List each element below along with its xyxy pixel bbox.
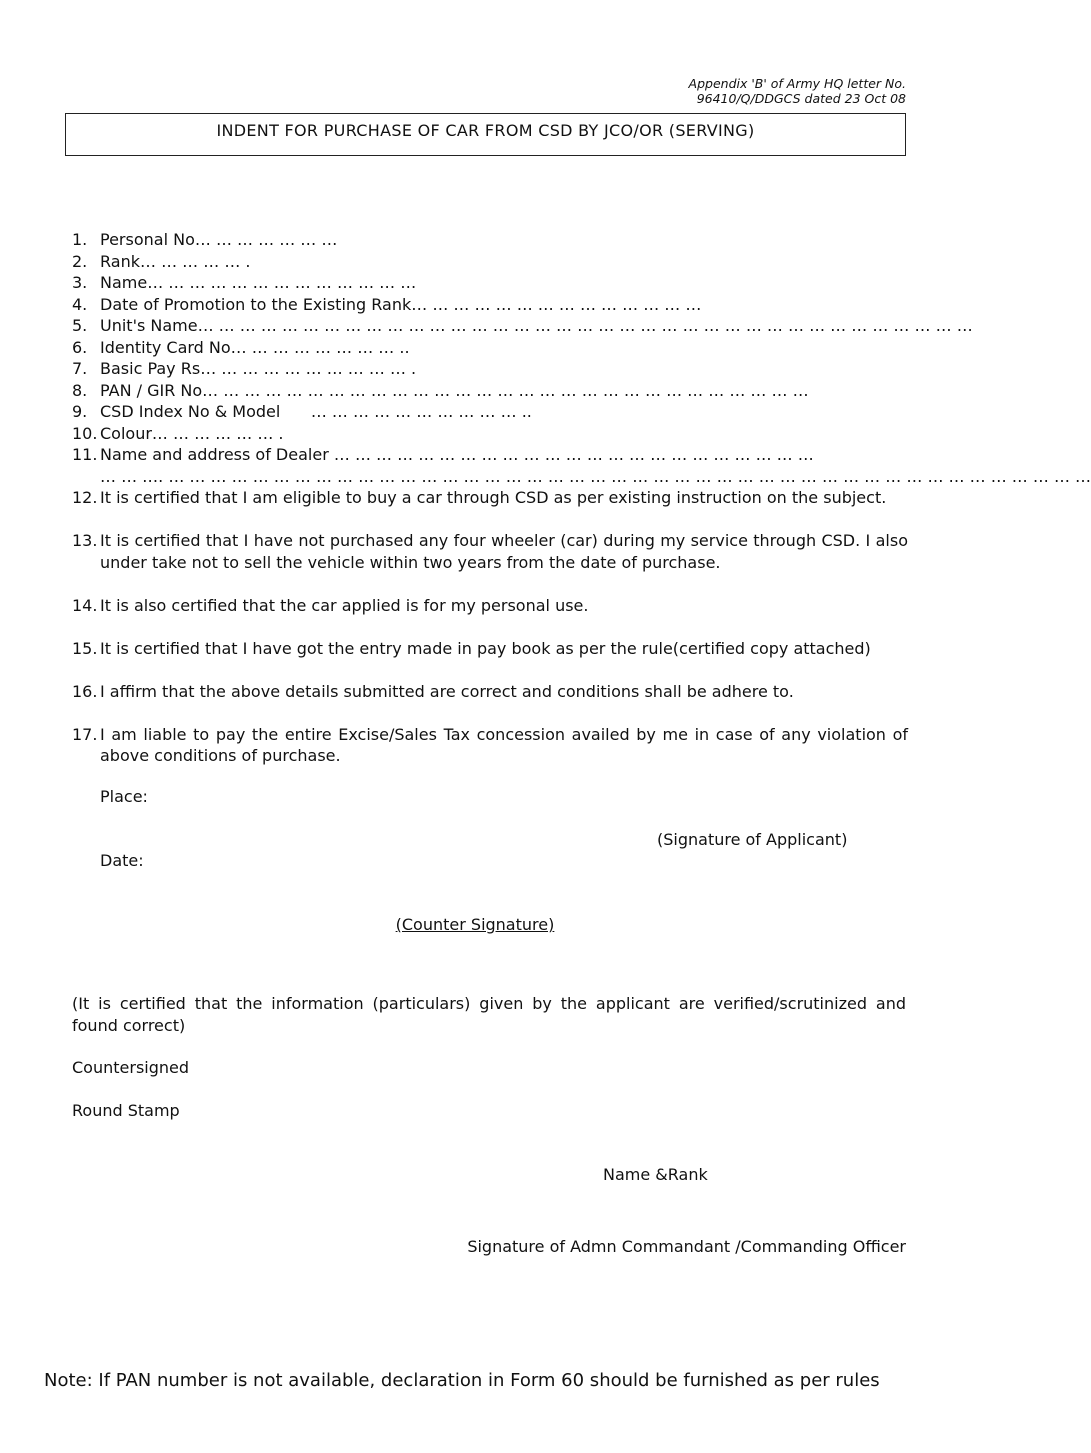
countersigned-label: Countersigned [72, 1058, 190, 1077]
item-number: 1. [72, 230, 88, 249]
appendix-reference [689, 76, 906, 106]
item-number: 15. [72, 638, 98, 658]
form-title: INDENT FOR PURCHASE OF CAR FROM CSD BY JCO/OR (SERVING) [65, 113, 906, 156]
item-text: Date of Promotion to the Existing Rank… … … … … … … … … … … … … … [100, 294, 702, 314]
item-number: 11. [72, 445, 98, 464]
item-no-previous-purchase [72, 530, 908, 573]
officer-signature-label: Signature of Admn Commandant /Commanding Officer [467, 1237, 906, 1256]
item-number: 3. [72, 273, 88, 292]
item-number: 8. [72, 380, 88, 400]
item-text: It is certified that I have got the entry made in pay book as per the rule(certified copy attached) [100, 638, 871, 658]
item-text: Name… … … … … … … … … … … … … [100, 273, 417, 292]
item-number: 10. [72, 423, 98, 443]
item-text: Colour… … … … … … . [100, 423, 284, 443]
certification-paragraph: (It is certified that the information (particulars) given by the applicant are verified/scrutinized and found correct) [72, 994, 906, 1035]
item-basic-pay [72, 358, 908, 380]
item-tax-liability [72, 724, 908, 767]
name-rank-label: Name &Rank [603, 1165, 708, 1184]
item-text: It is also certified that the car applied is for my personal use. [100, 595, 589, 615]
item-number: 12. [72, 488, 98, 507]
item-csd-index [72, 401, 908, 423]
item-pay-book-entry [72, 638, 908, 660]
form-items-list [72, 229, 1091, 767]
item-affirmation [72, 681, 908, 703]
item-number: 16. [72, 681, 98, 701]
item-text: Basic Pay Rs… … … … … … … … … … . [100, 359, 417, 378]
item-number: 14. [72, 595, 98, 615]
item-number: 5. [72, 316, 88, 335]
item-colour [72, 423, 908, 445]
item-personal-no [72, 229, 908, 251]
item-text: Personal No… … … … … … … [100, 230, 338, 249]
item-dealer [72, 444, 1091, 487]
item-text: Rank… … … … … . [100, 251, 251, 271]
item-text: I affirm that the above details submitted are correct and conditions shall be adhere to. [100, 681, 794, 701]
item-text: I am liable to pay the entire Excise/Sales Tax concession availed by me in case of any violation of above conditions of purchase. [100, 724, 908, 765]
place-label: Place: [100, 787, 148, 806]
date-label: Date: [100, 851, 144, 870]
item-unit-name [72, 315, 973, 337]
appendix-line-1: Appendix 'B' of Army HQ letter No. [688, 76, 906, 91]
item-number: 4. [72, 294, 88, 314]
item-number: 17. [72, 724, 98, 744]
item-text: It is certified that I have not purchased any four wheeler (car) during my service through CSD. I also under take not to sell the vehicle within two years from the date of purchase. [100, 531, 908, 572]
signature-of-applicant: (Signature of Applicant) [657, 830, 848, 849]
item-identity-card [72, 337, 908, 359]
item-text: PAN / GIR No… … … … … … … … … … … … … … … … … … … … … … … … … … … … … [100, 380, 809, 400]
item-eligibility [72, 487, 908, 509]
pan-note: Note: If PAN number is not available, declaration in Form 60 should be furnished as per rules [44, 1370, 880, 1391]
counter-signature-heading: (Counter Signature) [395, 915, 555, 934]
round-stamp-label: Round Stamp [72, 1101, 180, 1120]
item-text-continued: … … …. … … … … … … … … … … … … … … … … … … … … … … … … … … … … … … … … … … … … … … … … … … … … [100, 466, 1091, 486]
item-name [72, 272, 908, 294]
item-text: It is certified that I am eligible to buy a car through CSD as per existing instruction on the subject. [100, 488, 887, 507]
item-number: 2. [72, 251, 88, 271]
item-personal-use [72, 595, 908, 617]
item-number: 13. [72, 531, 98, 550]
item-number: 7. [72, 359, 88, 378]
item-pan-gir [72, 380, 908, 402]
item-number: 6. [72, 337, 88, 357]
item-date-of-promotion [72, 294, 908, 316]
item-text: CSD Index No & Model … … … … … … … … … … .. [100, 402, 532, 421]
item-text: Unit's Name… … … … … … … … … … … … … … … … … … … … … … … … … … … … … … … … … … … … … [100, 316, 973, 335]
item-text: Name and address of Dealer … … … … … … … … … … … … … … … … … … … … … … … [100, 445, 814, 464]
item-number: 9. [72, 402, 88, 421]
item-text: Identity Card No… … … … … … … … .. [100, 337, 410, 357]
appendix-line-2: 96410/Q/DDGCS dated 23 Oct 08 [696, 91, 906, 106]
item-rank [72, 251, 908, 273]
